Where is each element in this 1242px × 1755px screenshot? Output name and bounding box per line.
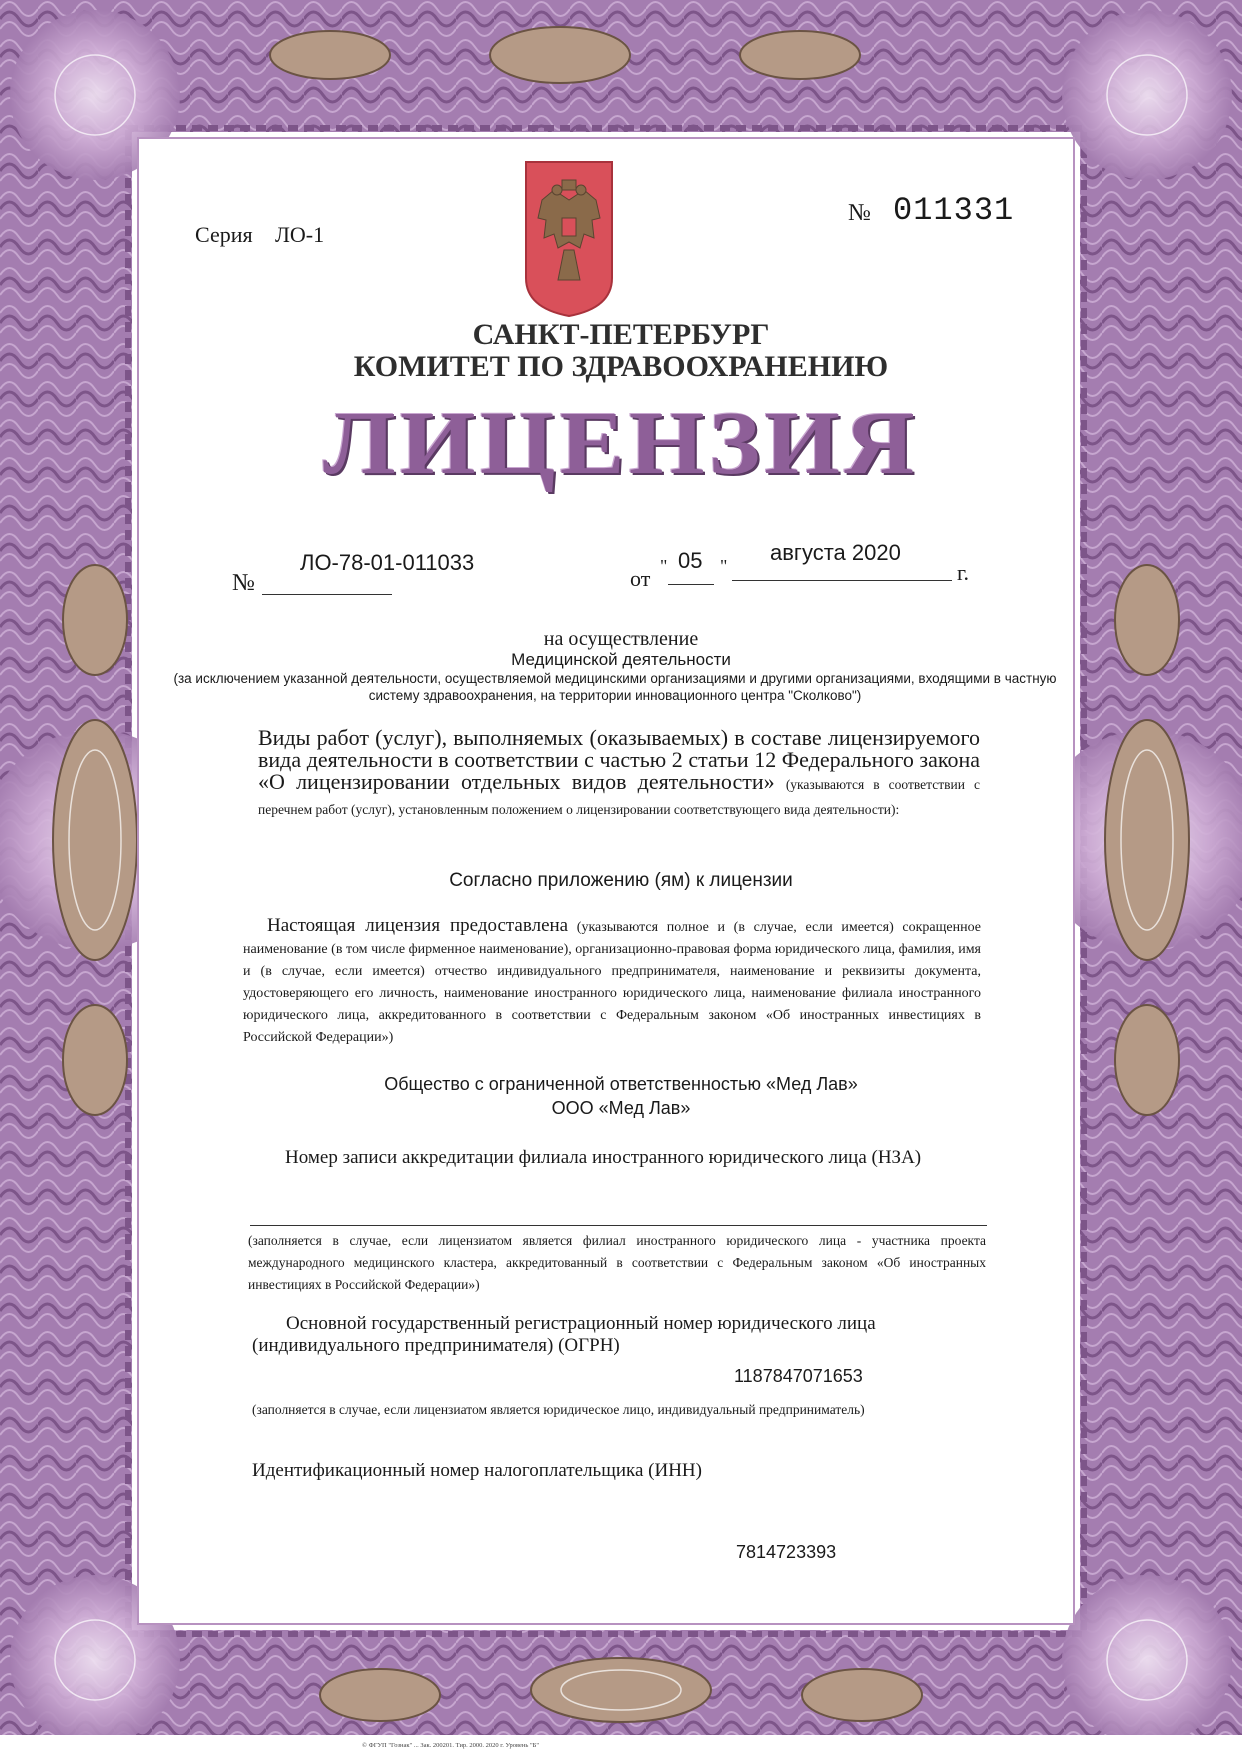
activity-note: (за исключением указанной деятельности, осуществляемой медицинскими организациями и другими организациями, входящими в частную систему здравоохранения, на территории инновационного центра "Сколково") (173, 671, 1057, 703)
nza-note: (заполняется в случае, если лицензиатом является филиал иностранного юридического лица - участника проекта международного медицинского кластера, аккредитованный в соответствии с Федеральным законом «Об иностранных инвестициях в Российской Федерации») (248, 1233, 986, 1292)
city-heading: САНКТ-ПЕТЕРБУРГ (472, 318, 770, 351)
inn-label: Идентификационный номер налогоплательщика (ИНН) (252, 1460, 702, 1481)
ogrn-value: 1187847071653 (734, 1366, 863, 1386)
inn-value: 7814723393 (736, 1542, 837, 1562)
printer-imprint: © ФГУП "Гознак" ... Зак. 200201. Тир. 2000. 2020 г. Уровень "Б" (362, 1742, 540, 1749)
license-number-underline (262, 594, 392, 595)
coat-of-arms-emblem (524, 160, 614, 318)
appendix-reference: Согласно приложению (ям) к лицензии (449, 870, 793, 891)
license-title: ЛИЦЕНЗИЯ (323, 394, 919, 493)
license-month-year: августа 2020 (770, 540, 901, 565)
blank-number-sign: № (848, 200, 871, 226)
date-quote-close: " (720, 556, 728, 576)
license-number-sign: № (232, 570, 255, 596)
nza-label: Номер записи аккредитации филиала иностранного юридического лица (НЗА) (285, 1147, 922, 1168)
organization-full-name: Общество с ограниченной ответственностью «Мед Лав» (384, 1074, 858, 1094)
date-quote-open: " (660, 556, 668, 576)
series-value: ЛО-1 (275, 222, 325, 247)
series-label: Серия (195, 222, 253, 247)
month-underline (732, 580, 952, 581)
day-underline (668, 584, 714, 585)
works-text: Виды работ (услуг), выполняемых (оказываемых) в составе лицензируемого вида деятельности в соответствии с частью 2 статьи 12 Федерального закона «О лицензировании отдельных видов деятельности» (258, 725, 980, 794)
license-number: ЛО-78-01-011033 (300, 550, 475, 575)
activity-type: Медицинской деятельности (511, 650, 731, 669)
provided-lead: Настоящая лицензия предоставлена (267, 915, 569, 936)
blank-number-value: 011331 (893, 192, 1015, 229)
ogrn-label: Основной государственный регистрационный номер юридического лица (индивидуального предпринимателя) (ОГРН) (252, 1313, 876, 1356)
works-paragraph (258, 727, 980, 821)
nza-underline (250, 1225, 987, 1226)
works-note: (указываются в соответствии с перечнем работ (услуг), установленным положением о лицензировании соответствующего вида деятельности): (258, 777, 981, 817)
provided-note: (указываются полное и (в случае, если имеется) сокращенное наименование (в том числе фирменное наименование), организационно-правовая форма юридического лица, фамилия, имя и (в случае, если имеется) отчество индивидуального предпринимателя, наименование и реквизиты документа, удостоверяющего его личность, наименование иностранного юридического лица, наименование филиала иностранного юридического лица, аккредитованного в соответствии с Федеральным законом «Об иностранных инвестициях в Российской Федерации») (243, 920, 982, 1045)
organization-short-name: ООО «Мед Лав» (551, 1098, 691, 1118)
committee-heading: КОМИТЕТ ПО ЗДРАВООХРАНЕНИЮ (353, 350, 889, 383)
provided-paragraph (243, 915, 981, 1049)
year-suffix: г. (957, 560, 970, 585)
purpose-intro: на осуществление (543, 628, 699, 650)
ogrn-note: (заполняется в случае, если лицензиатом является юридическое лицо, индивидуальный предприниматель) (252, 1402, 865, 1417)
date-prefix: от (630, 566, 651, 591)
license-day: 05 (678, 548, 703, 573)
